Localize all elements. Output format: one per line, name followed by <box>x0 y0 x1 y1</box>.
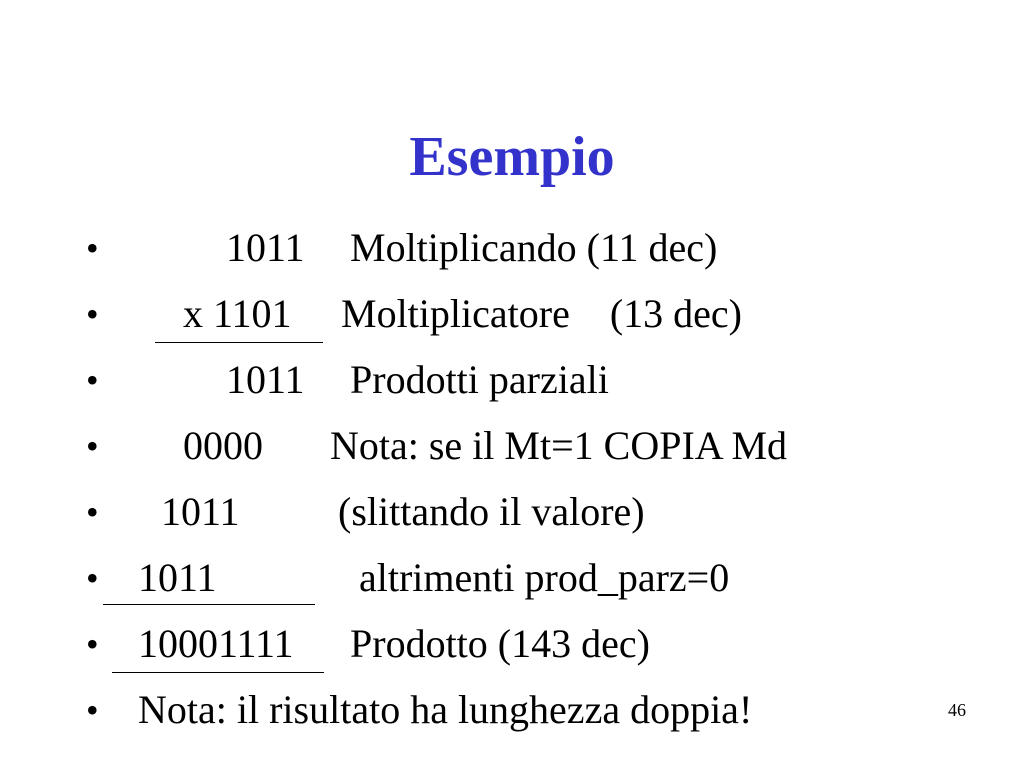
row-description: Prodotto (143 dec) <box>350 621 650 666</box>
list-item <box>0 487 1024 537</box>
slide-title: Esempio <box>409 126 615 188</box>
list-item <box>0 553 1024 603</box>
bullet-glyph: • <box>86 294 99 334</box>
list-item <box>0 289 1024 339</box>
binary-value: x 1101 <box>183 291 292 336</box>
binary-value: 1011 <box>161 489 240 534</box>
binary-value: 1011 <box>138 555 217 600</box>
bullet-glyph: • <box>86 558 99 598</box>
bullet-glyph: • <box>86 492 99 532</box>
bullet-glyph: • <box>86 690 99 730</box>
row-description: Nota: il risultato ha lunghezza doppia! <box>138 687 753 732</box>
list-item <box>0 355 1024 405</box>
row-description: Moltiplicatore (13 dec) <box>341 291 742 336</box>
sum-underline <box>155 342 323 343</box>
row-description: (slittando il valore) <box>338 489 645 534</box>
bullet-glyph: • <box>86 426 99 466</box>
list-item <box>0 421 1024 471</box>
binary-value: 10001111 <box>138 621 294 666</box>
list-item <box>0 685 1024 735</box>
sum-underline <box>103 604 315 605</box>
list-item <box>0 619 1024 669</box>
row-description: Moltiplicando (11 dec) <box>350 225 718 270</box>
binary-value: 0000 <box>183 423 263 468</box>
row-description: altrimenti prod_parz=0 <box>359 555 730 600</box>
bullet-glyph: • <box>86 624 99 664</box>
bullet-glyph: • <box>86 228 99 268</box>
list-item <box>0 223 1024 273</box>
bullet-glyph: • <box>86 360 99 400</box>
page-number: 46 <box>948 700 966 720</box>
binary-value: 1011 <box>226 357 305 402</box>
row-description: Prodotti parziali <box>350 357 609 402</box>
result-underline <box>112 672 324 673</box>
binary-value: 1011 <box>226 225 305 270</box>
row-description: Nota: se il Mt=1 COPIA Md <box>330 423 788 468</box>
